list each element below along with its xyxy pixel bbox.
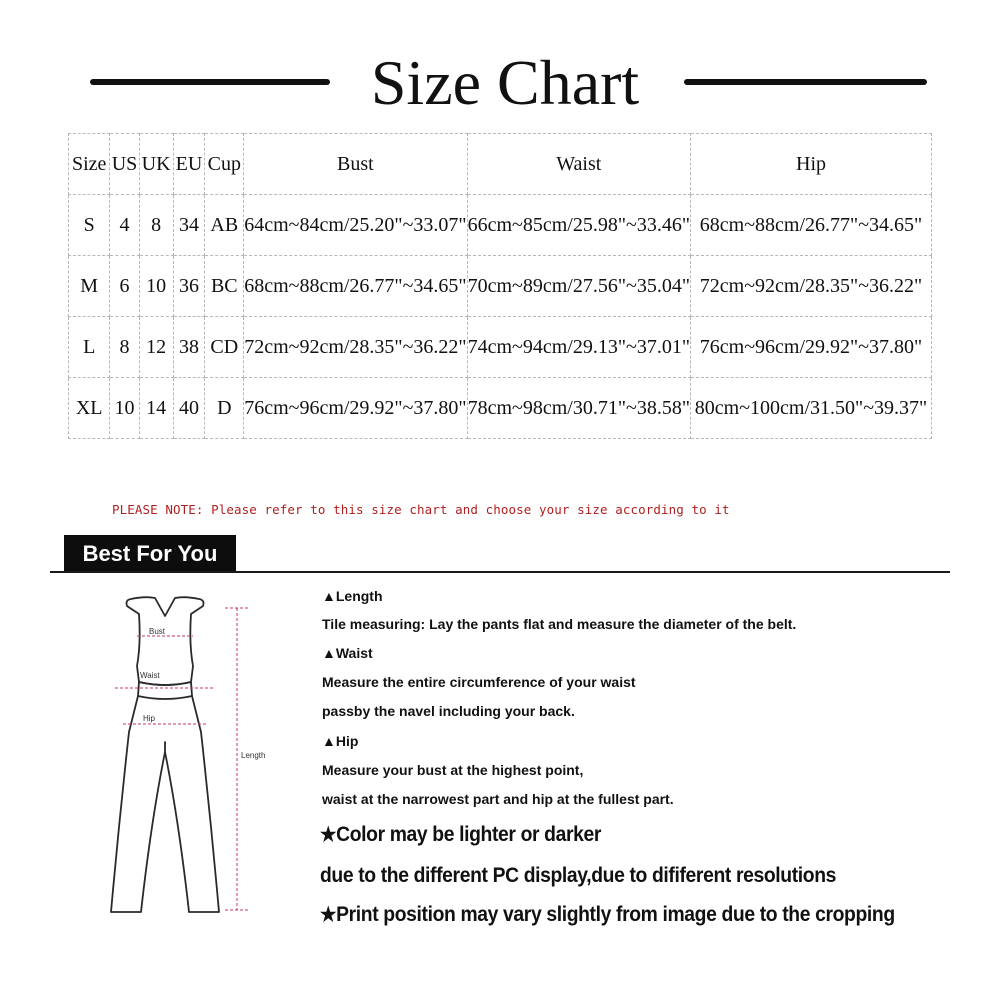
- header-bust: Bust: [244, 134, 467, 195]
- hip-heading: ▲Hip: [322, 733, 359, 749]
- print-disclaimer: [320, 902, 895, 927]
- header-uk: UK: [139, 134, 173, 195]
- cell-size: S: [69, 195, 110, 256]
- waist-heading: ▲Waist: [322, 645, 373, 661]
- cell-bust: 72cm~92cm/28.35"~36.22": [244, 317, 467, 378]
- cell-size: M: [69, 256, 110, 317]
- cell-waist: 78cm~98cm/30.71"~38.58": [467, 378, 690, 439]
- table-row: [69, 378, 932, 439]
- hip-text-1: Measure your bust at the highest point,: [322, 762, 584, 778]
- cell-bust: 64cm~84cm/25.20"~33.07": [244, 195, 467, 256]
- cell-cup: AB: [205, 195, 244, 256]
- table-row: [69, 195, 932, 256]
- header-hip: Hip: [691, 134, 932, 195]
- figure-label-bust: Bust: [149, 627, 166, 636]
- cell-us: 4: [110, 195, 139, 256]
- size-note: PLEASE NOTE: Please refer to this size chart and choose your size according to it: [112, 502, 730, 517]
- cell-us: 8: [110, 317, 139, 378]
- header-cup: Cup: [205, 134, 244, 195]
- color-disclaimer-text: Color may be lighter or darker: [336, 823, 602, 846]
- header-waist: Waist: [467, 134, 690, 195]
- title-rule-right: [684, 79, 927, 85]
- cell-waist: 70cm~89cm/27.56"~35.04": [467, 256, 690, 317]
- size-table: [68, 133, 932, 439]
- cell-cup: CD: [205, 317, 244, 378]
- jumpsuit-diagram: [85, 592, 295, 932]
- waist-text-1: Measure the entire circumference of your waist: [322, 674, 636, 690]
- page-title: Size Chart: [370, 47, 640, 118]
- cell-uk: 10: [139, 256, 173, 317]
- cell-eu: 34: [173, 195, 205, 256]
- color-disclaimer-1: [320, 822, 601, 847]
- cell-us: 10: [110, 378, 139, 439]
- table-header-row: [69, 134, 932, 195]
- cell-uk: 12: [139, 317, 173, 378]
- star-icon: ★: [320, 824, 337, 846]
- cell-us: 6: [110, 256, 139, 317]
- header-size: Size: [69, 134, 110, 195]
- color-disclaimer-2: due to the different PC display,due to dififerent resolutions: [320, 864, 837, 887]
- cell-uk: 8: [139, 195, 173, 256]
- header-eu: EU: [173, 134, 205, 195]
- print-disclaimer-text: Print position may vary slightly from image due to the cropping: [336, 903, 895, 926]
- section-divider: [50, 571, 950, 573]
- table-row: [69, 256, 932, 317]
- cell-hip: 72cm~92cm/28.35"~36.22": [691, 256, 932, 317]
- figure-label-length: Length: [241, 751, 266, 760]
- cell-hip: 76cm~96cm/29.92"~37.80": [691, 317, 932, 378]
- cell-size: L: [69, 317, 110, 378]
- cell-bust: 68cm~88cm/26.77"~34.65": [244, 256, 467, 317]
- cell-cup: BC: [205, 256, 244, 317]
- cell-hip: 68cm~88cm/26.77"~34.65": [691, 195, 932, 256]
- cell-uk: 14: [139, 378, 173, 439]
- cell-size: XL: [69, 378, 110, 439]
- figure-label-hip: Hip: [143, 714, 156, 723]
- cell-eu: 40: [173, 378, 205, 439]
- cell-eu: 38: [173, 317, 205, 378]
- length-text: Tile measuring: Lay the pants flat and measure the diameter of the belt.: [322, 616, 797, 632]
- title-bar: [0, 45, 1000, 125]
- table-row: [69, 317, 932, 378]
- figure-label-waist: Waist: [140, 671, 160, 680]
- cell-bust: 76cm~96cm/29.92"~37.80": [244, 378, 467, 439]
- cell-cup: D: [205, 378, 244, 439]
- hip-text-2: waist at the narrowest part and hip at the fullest part.: [322, 791, 674, 807]
- cell-hip: 80cm~100cm/31.50"~39.37": [691, 378, 932, 439]
- title-rule-left: [90, 79, 330, 85]
- section-title: Best For You: [64, 535, 236, 573]
- cell-waist: 74cm~94cm/29.13"~37.01": [467, 317, 690, 378]
- cell-waist: 66cm~85cm/25.98"~33.46": [467, 195, 690, 256]
- length-heading: ▲Length: [322, 588, 383, 604]
- header-us: US: [110, 134, 139, 195]
- waist-text-2: passby the navel including your back.: [322, 703, 575, 719]
- cell-eu: 36: [173, 256, 205, 317]
- star-icon: ★: [320, 904, 337, 926]
